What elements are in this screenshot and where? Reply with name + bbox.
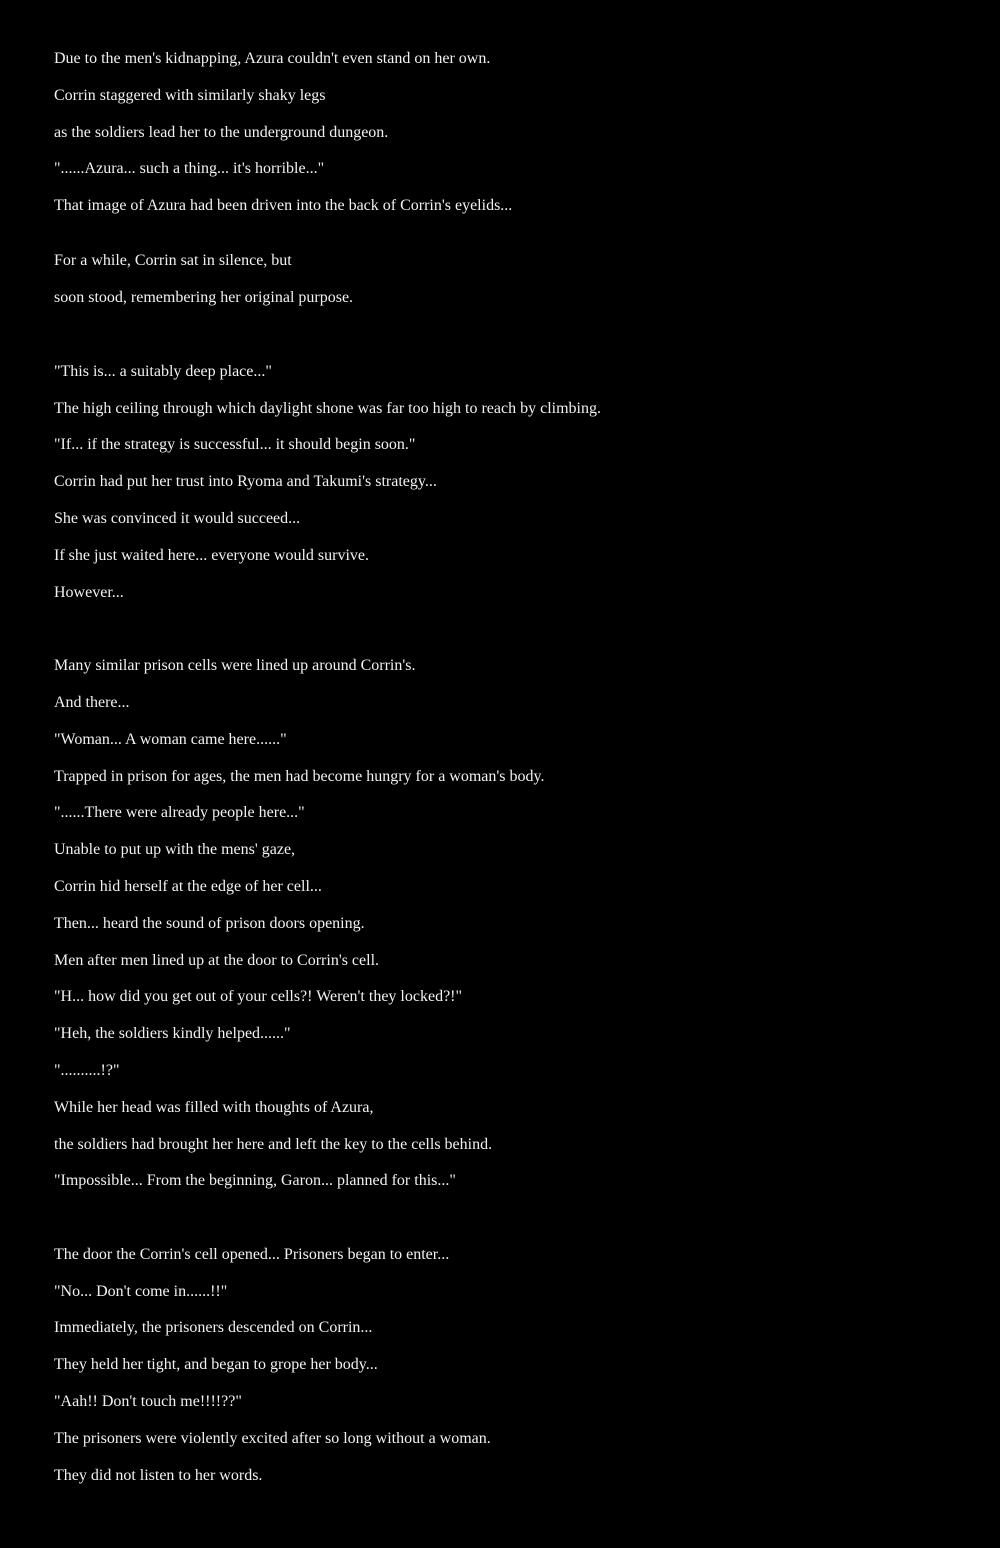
text-line: If she just waited here... everyone would survive. <box>54 547 370 564</box>
text-line: the soldiers had brought her here and left the key to the cells behind. <box>54 1136 493 1153</box>
text-line: While her head was filled with thoughts of Azura, <box>54 1099 374 1116</box>
text-line: Corrin had put her trust into Ryoma and Takumi's strategy... <box>54 473 437 490</box>
text-line: They held her tight, and began to grope her body... <box>54 1356 378 1373</box>
text-line: "No... Don't come in......!!" <box>54 1283 228 1300</box>
text-line: Corrin staggered with similarly shaky legs <box>54 87 326 104</box>
text-line: "......There were already people here..." <box>54 804 305 821</box>
text-line: "Aah!! Don't touch me!!!!??" <box>54 1393 242 1410</box>
text-line: "Heh, the soldiers kindly helped......" <box>54 1025 291 1042</box>
text-line: Men after men lined up at the door to Corrin's cell. <box>54 952 380 969</box>
text-line: "Woman... A woman came here......" <box>54 731 287 748</box>
text-line: However... <box>54 584 124 601</box>
text-line: as the soldiers lead her to the underground dungeon. <box>54 124 389 141</box>
text-line: "This is... a suitably deep place..." <box>54 363 272 380</box>
text-line: The door the Corrin's cell opened... Prisoners began to enter... <box>54 1246 450 1263</box>
text-line: Then... heard the sound of prison doors opening. <box>54 915 365 932</box>
text-line: "..........!?" <box>54 1062 120 1079</box>
text-line: They did not listen to her words. <box>54 1467 263 1484</box>
text-line: And there... <box>54 694 130 711</box>
text-line: That image of Azura had been driven into the back of Corrin's eyelids... <box>54 197 513 214</box>
text-line: The prisoners were violently excited after so long without a woman. <box>54 1430 491 1447</box>
text-line: "......Azura... such a thing... it's horrible..." <box>54 160 325 177</box>
text-line: soon stood, remembering her original purpose. <box>54 289 354 306</box>
text-line: "Impossible... From the beginning, Garon... planned for this..." <box>54 1172 456 1189</box>
text-line: Corrin hid herself at the edge of her cell... <box>54 878 322 895</box>
text-line: Trapped in prison for ages, the men had become hungry for a woman's body. <box>54 768 545 785</box>
text-line: Many similar prison cells were lined up around Corrin's. <box>54 657 416 674</box>
text-line: The high ceiling through which daylight shone was far too high to reach by climbing. <box>54 400 601 417</box>
text-line: She was convinced it would succeed... <box>54 510 301 527</box>
text-line: Unable to put up with the mens' gaze, <box>54 841 296 858</box>
text-line: Immediately, the prisoners descended on Corrin... <box>54 1319 373 1336</box>
text-line: "H... how did you get out of your cells?! Weren't they locked?!" <box>54 988 463 1005</box>
text-line: Due to the men's kidnapping, Azura couldn't even stand on her own. <box>54 50 491 67</box>
text-line: For a while, Corrin sat in silence, but <box>54 252 292 269</box>
text-line: "If... if the strategy is successful... it should begin soon." <box>54 436 416 453</box>
